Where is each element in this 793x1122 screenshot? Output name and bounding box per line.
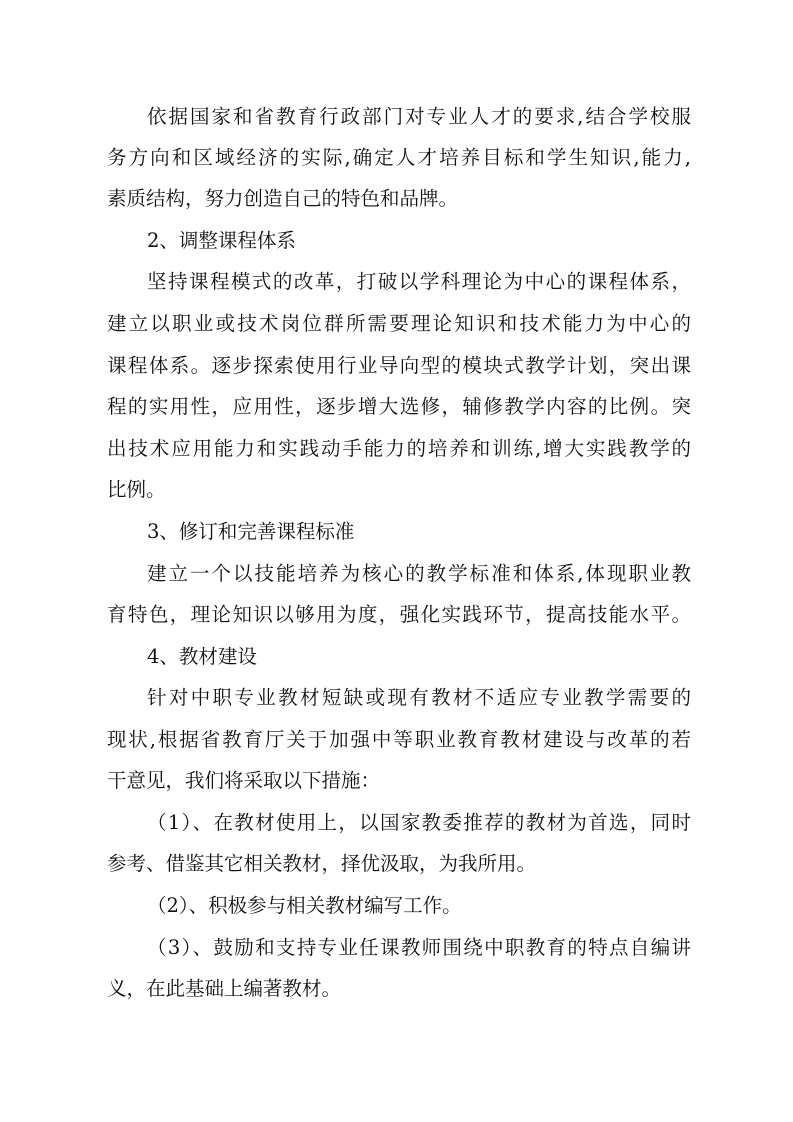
paragraph-line: 现状,根据省教育厅关于加强中等职业教育教材建设与改革的若 (107, 728, 691, 751)
section-heading: 4、教材建设 (147, 645, 257, 668)
list-item-line: （3）、鼓励和支持专业任课教师围绕中职教育的特点自编讲 (147, 936, 691, 959)
paragraph-line: 务方向和区域经济的实际,确定人才培养目标和学生知识,能力, (107, 146, 691, 169)
section-heading: 3、修订和完善课程标准 (147, 520, 355, 543)
list-item-line: （1）、在教材使用上，以国家教委推荐的教材为首选，同时 (147, 811, 691, 834)
paragraph-line: 素质结构，努力创造自己的特色和品牌。 (107, 187, 459, 210)
paragraph-line: 育特色，理论知识以够用为度，强化实践环节，提高技能水平。 (107, 603, 691, 626)
paragraph-line: 出技术应用能力和实践动手能力的培养和训练,增大实践教学的 (107, 437, 691, 460)
list-item-line: 参考、借鉴其它相关教材，择优汲取，为我所用。 (107, 852, 537, 875)
paragraph-line: 干意见，我们将采取以下措施： (107, 769, 381, 792)
paragraph-line: 程的实用性，应用性，逐步增大选修，辅修教学内容的比例。突 (107, 395, 691, 418)
section-heading: 2、调整课程体系 (147, 229, 296, 252)
paragraph-line: 依据国家和省教育行政部门对专业人才的要求,结合学校服 (147, 105, 691, 128)
list-item-line: 义，在此基础上编著教材。 (107, 977, 342, 1000)
paragraph-line: 坚持课程模式的改革，打破以学科理论为中心的课程体系， (147, 270, 691, 293)
paragraph-line: 课程体系。逐步探索使用行业导向型的模块式教学计划，突出课 (107, 354, 691, 377)
paragraph-line: 建立以职业或技术岗位群所需要理论知识和技术能力为中心的 (107, 312, 691, 335)
paragraph-line: 针对中职专业教材短缺或现有教材不适应专业教学需要的 (147, 686, 691, 709)
paragraph-line: 建立一个以技能培养为核心的教学标准和体系,体现职业教 (147, 562, 691, 585)
list-item-line: （2）、积极参与相关教材编写工作。 (147, 894, 462, 917)
paragraph-line: 比例。 (107, 478, 166, 501)
